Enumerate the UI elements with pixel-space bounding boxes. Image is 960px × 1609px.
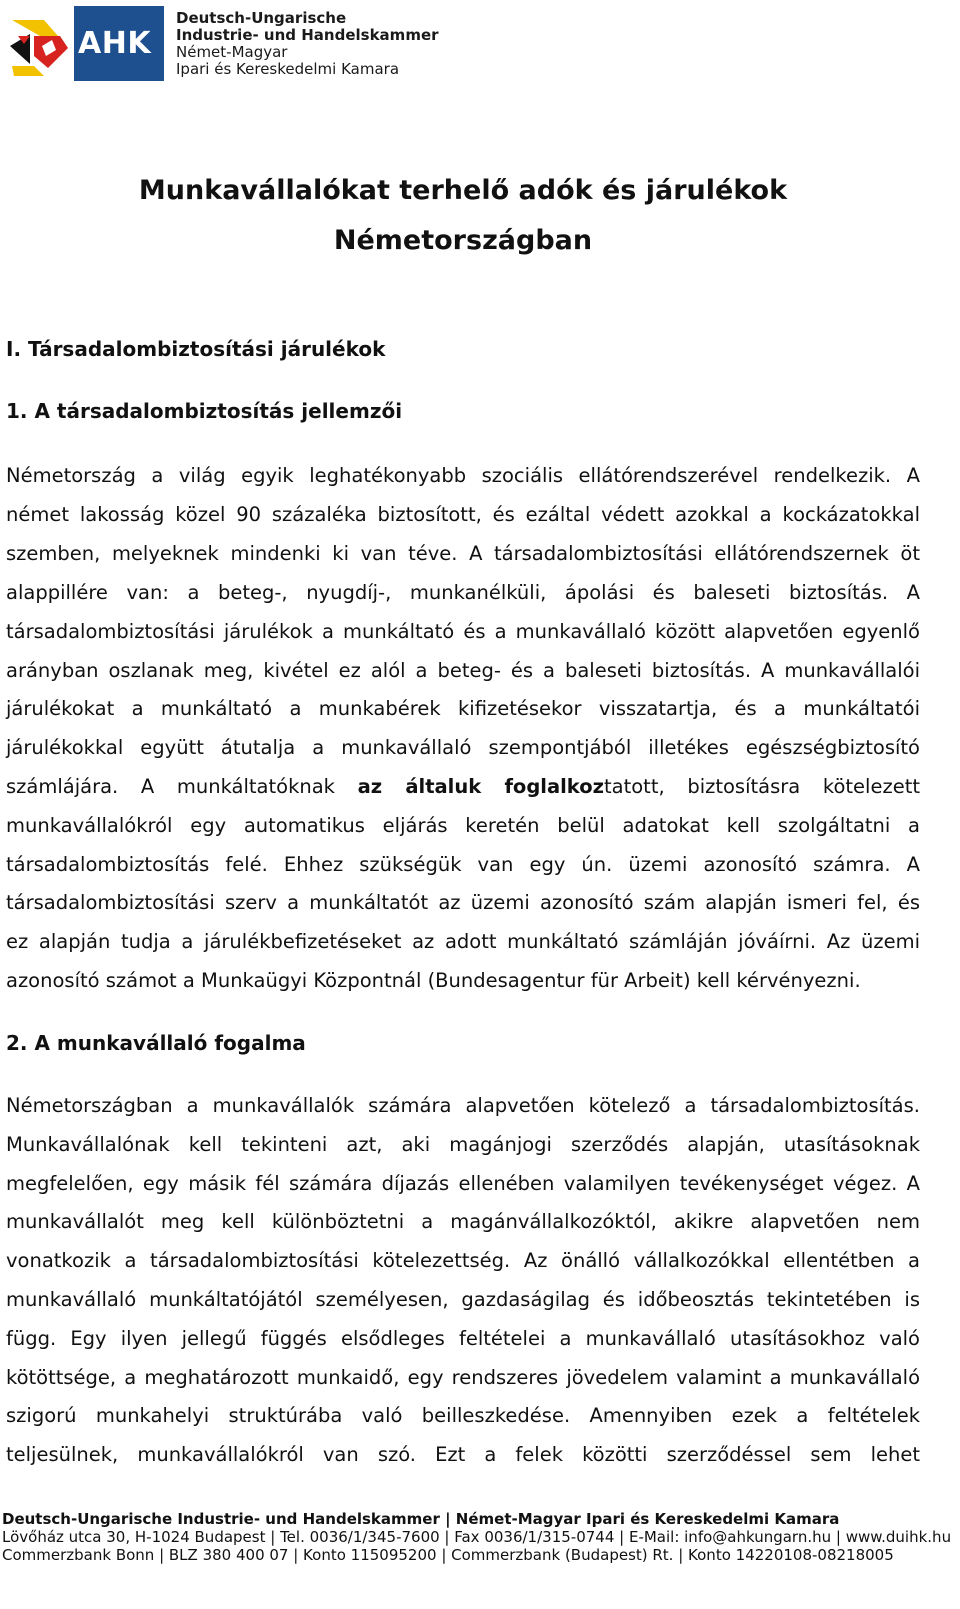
paragraph-line: társadalombiztosítási szerv a munkáltatót az üzemi azonosító szám alapján ismeri fel, és [6,891,920,914]
paragraph-line-last: azonosító számot a Munkaügyi Központnál (Bundesagentur für Arbeit) kell kérvényezni. [6,969,861,992]
paragraph-line: Németország a világ egyik leghatékonyabb szociális ellátórendszerével rendelkezik. A [6,464,920,487]
ahk-logo-symbol-icon [4,6,74,81]
paragraph-line: társadalombiztosítás felé. Ehhez szükségük van egy ún. üzemi azonosító számra. A [6,853,920,876]
paragraph-line: szemben, melyeknek mindenki ki van téve. A társadalombiztosítási ellátórendszernek öt [6,542,920,565]
paragraph-line: szigorú munkahelyi struktúrába való beilleszkedése. Amennyiben ezek a feltételek [6,1404,920,1427]
organization-name [176,6,439,81]
logo-wordmark: AHK [78,26,152,61]
letterhead [4,6,439,81]
paragraph-line: kötöttsége, a meghatározott munkaidő, egy rendszeres jövedelem valamint a munkavállaló [6,1366,920,1389]
paragraph-line-with-bold [6,775,920,798]
org-name-hu-line2: Ipari és Kereskedelmi Kamara [176,59,400,78]
org-name-hu-line1: Német-Magyar [176,42,288,61]
paragraph-line: járulékokkal együtt átutalja a munkavállaló szempontjából illetékes egészségbiztosító [6,736,920,759]
paragraph-line: megfelelően, egy másik fél számára díjazás ellenében valamilyen tevékenységet végez. A [6,1172,920,1195]
org-name-de-line1: Deutsch-Ungarische [176,8,347,27]
document-title-line2: Németországban [333,225,593,256]
paragraph-line: teljesülnek, munkavállalókról van szó. Ezt a felek közötti szerződéssel sem lehet [6,1443,920,1466]
bold-text-run: az általuk foglalkoz [357,775,605,798]
paragraph-line: munkavállalót meg kell különböztetni a magánvállalkozóktól, akikre alapvetően nem [6,1210,920,1233]
page-footer [2,1510,958,1564]
paragraph-line: ez alapján tudja a járulékbefizetéseket az adott munkáltató számláján jóváírni. Az üzemi [6,930,920,953]
footer-org-line: Deutsch-Ungarische Industrie- und Handelskammer | Német-Magyar Ipari és Kereskedelmi Kamara [2,1510,840,1528]
document-title-line1: Munkavállalókat terhelő adók és járulékok [138,175,788,206]
paragraph-line: járulékokat a munkáltató a munkabérek kifizetésekor visszatartja, és a munkáltatói [6,697,920,720]
paragraph-line: munkavállaló munkáltatójától személyesen, gazdaságilag és időbeosztás tekintetében is [6,1288,920,1311]
paragraph-line: alappillére van: a beteg-, nyugdíj-, munkanélküli, ápolási és baleseti biztosítás. A [6,581,920,604]
paragraph-line: Németországban a munkavállalók számára alapvetően kötelező a társadalombiztosítás. [6,1094,920,1117]
paragraph-line: vonatkozik a társadalombiztosítási kötelezettség. Az önálló vállalkozókkal ellentétben a [6,1249,920,1272]
subsection-heading: 1. A társadalombiztosítás jellemzői [6,399,403,423]
text-run: tatott, biztosításra kötelezett [604,775,920,798]
paragraph-line: arányban oszlanak meg, kivétel ez alól a beteg- és a baleseti biztosítás. A munkavállalói [6,659,920,682]
paragraph-line: német lakosság közel 90 százaléka biztosított, és ezáltal védett azokkal a kockázatokkal [6,503,920,526]
paragraph-line: Munkavállalónak kell tekinteni azt, aki magánjogi szerződés alapján, utasításoknak [6,1133,920,1156]
footer-bank-line: Commerzbank Bonn | BLZ 380 400 07 | Konto 115095200 | Commerzbank (Budapest) Rt. | Konto 14220108-08218005 [2,1546,894,1564]
ahk-logo [4,6,164,81]
paragraph-line: függ. Egy ilyen jellegű függés elsődleges feltételei a munkavállaló utasításokhoz való [6,1327,920,1350]
org-name-de-line2: Industrie- und Handelskammer [176,25,439,44]
paragraph-line: munkavállalókról egy automatikus eljárás keretén belül adatokat kell szolgáltatni a [6,814,920,837]
section-heading: I. Társadalombiztosítási járulékok [6,337,386,361]
paragraph-line: társadalombiztosítási járulékok a munkáltató és a munkavállaló között alapvetően egyenlő [6,620,920,643]
subsection-heading: 2. A munkavállaló fogalma [6,1031,306,1055]
text-run: számlájára. A munkáltatóknak [6,775,358,798]
footer-address-line: Lövőház utca 30, H-1024 Budapest | Tel. 0036/1/345-7600 | Fax 0036/1/315-0744 | E-Mail: info@ahkungarn.hu | www.duihk.hu [2,1528,952,1546]
